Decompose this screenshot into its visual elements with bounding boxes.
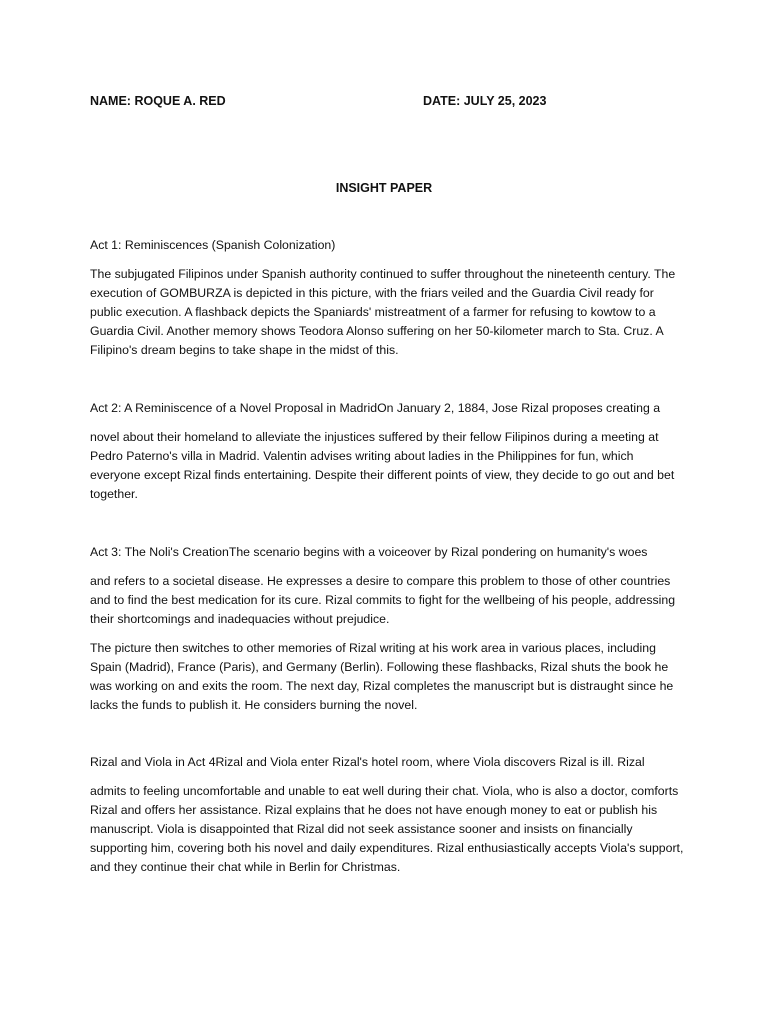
act4-lead-line: Rizal and Viola in Act 4Rizal and Viola enter Rizal's hotel room, where Viola discovers Rizal is ill. Rizal (90, 755, 645, 769)
act4-paragraph: admits to feeling uncomfortable and unable to eat well during their chat. Viola, who is also a doctor, comforts Rizal and offers her assistance. Rizal explains that he does not have enough money to eat or publish his manuscript. Viola is disappointed that Rizal did not seek assistance sooner and insists on financially supporting him, covering both his novel and daily expenditures. Rizal enthusiastically accepts Viola's support, and they continue their chat while in Berlin for Christmas. (90, 784, 684, 874)
act3-paragraph-1: and refers to a societal disease. He expresses a desire to compare this problem to those of other countries and to find the best medication for its cure. Rizal commits to fight for the wellbeing of his people, addressing their shortcomings and inadequacies without prejudice. (90, 574, 676, 626)
author-name: NAME: ROQUE A. RED (90, 94, 226, 108)
act1-heading: Act 1: Reminiscences (Spanish Colonization) (90, 238, 336, 252)
document-title: INSIGHT PAPER (335, 181, 433, 195)
act2-paragraph: novel about their homeland to alleviate the injustices suffered by their fellow Filipinos during a meeting at Pedro Paterno's villa in Madrid. Valentin advises writing about ladies in the Philippines for fun, which everyone except Rizal finds entertaining. Despite their different points of view, they decide to go out and bet together. (90, 430, 675, 501)
act3-paragraph-2: The picture then switches to other memories of Rizal writing at his work area in various places, including Spain (Madrid), France (Paris), and Germany (Berlin). Following these flashbacks, Rizal shuts the book he was working on and exits the room. The next day, Rizal completes the manuscript but is distraught since he lacks the funds to publish it. He considers burning the novel. (90, 641, 674, 712)
act1-paragraph: The subjugated Filipinos under Spanish authority continued to suffer throughout the nineteenth century. The execution of GOMBURZA is depicted in this picture, with the friars veiled and the Guardia Civil ready for public execution. A flashback depicts the Spaniards' mistreatment of a farmer for refusing to kowtow to a Guardia Civil. Another memory shows Teodora Alonso suffering on her 50-kilometer march to Sta. Cruz. A Filipino's dream begins to take shape in the midst of this. (90, 267, 676, 357)
act2-lead-line: Act 2: A Reminiscence of a Novel Proposal in MadridOn January 2, 1884, Jose Rizal proposes creating a (90, 401, 661, 415)
document-header (90, 94, 690, 112)
document-date: DATE: JULY 25, 2023 (423, 94, 547, 108)
act3-lead-line: Act 3: The Noli's CreationThe scenario begins with a voiceover by Rizal pondering on humanity's woes (90, 545, 648, 559)
